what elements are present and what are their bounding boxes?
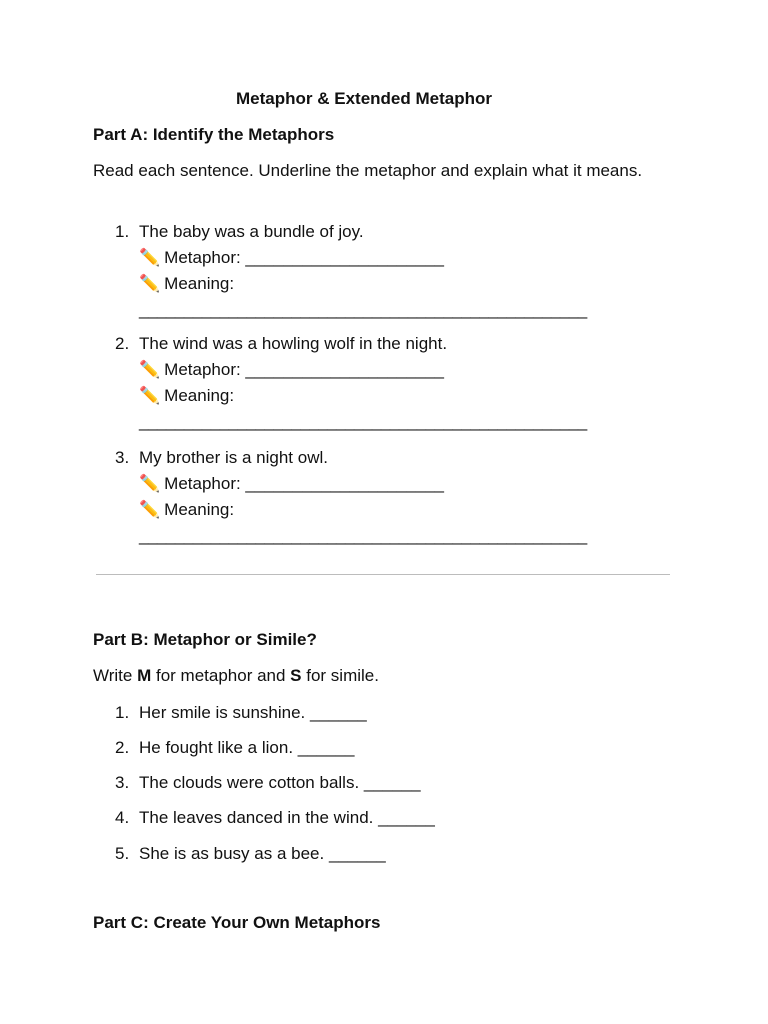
part-a-item-3: [115, 445, 635, 549]
part-c-heading: Part C: Create Your Own Metaphors: [93, 913, 381, 932]
item-number: 5.: [115, 844, 130, 863]
pencil-icon: ✏️: [139, 274, 161, 293]
item-sentence: The leaves danced in the wind. ______: [139, 808, 435, 827]
item-sentence: She is as busy as a bee. ______: [139, 844, 386, 863]
item-sentence: The baby was a bundle of joy.: [139, 222, 364, 241]
part-a-item-2: [115, 331, 635, 435]
part-b-heading: Part B: Metaphor or Simile?: [93, 630, 317, 649]
part-a-item-1: [115, 219, 635, 323]
part-b-instructions: [93, 663, 653, 689]
meaning-blank: __________________________________________________: [139, 300, 587, 319]
instr-s: S: [290, 666, 302, 685]
document-title: Metaphor & Extended Metaphor: [236, 89, 492, 108]
item-number: 3.: [115, 773, 130, 792]
item-number: 1.: [115, 703, 130, 722]
item-number: 1.: [115, 222, 130, 241]
item-sentence: The wind was a howling wolf in the night.: [139, 334, 448, 353]
item-number: 2.: [115, 738, 130, 757]
instr-m: M: [137, 666, 152, 685]
meaning-label: Meaning:: [164, 386, 235, 405]
item-number: 3.: [115, 448, 130, 467]
meaning-blank: __________________________________________________: [139, 412, 587, 431]
pencil-icon: ✏️: [139, 500, 161, 519]
pencil-icon: ✏️: [139, 248, 161, 267]
item-number: 2.: [115, 334, 130, 353]
part-a-instructions: Read each sentence. Underline the metaphor and explain what it means.: [93, 161, 643, 180]
item-sentence: He fought like a lion. ______: [139, 738, 355, 757]
metaphor-blank: Metaphor: _____________________: [164, 360, 444, 379]
pencil-icon: ✏️: [139, 474, 161, 493]
pencil-icon: ✏️: [139, 360, 161, 379]
meaning-blank: __________________________________________________: [139, 526, 587, 545]
item-sentence: My brother is a night owl.: [139, 448, 328, 467]
instr-text: for metaphor and: [151, 666, 291, 685]
part-a-heading: Part A: Identify the Metaphors: [93, 125, 335, 144]
part-b-item-1: [115, 700, 367, 726]
part-b-item-5: [115, 841, 386, 867]
instr-text: for simile.: [301, 666, 379, 685]
item-number: 4.: [115, 808, 130, 827]
item-sentence: The clouds were cotton balls. ______: [139, 773, 421, 792]
part-b-item-4: [115, 805, 435, 831]
part-b-item-3: [115, 770, 421, 796]
meaning-label: Meaning:: [164, 500, 235, 519]
metaphor-blank: Metaphor: _____________________: [164, 248, 444, 267]
metaphor-blank: Metaphor: _____________________: [164, 474, 444, 493]
pencil-icon: ✏️: [139, 386, 161, 405]
section-divider: [96, 574, 670, 575]
part-b-item-2: [115, 735, 355, 761]
meaning-label: Meaning:: [164, 274, 235, 293]
instr-text: Write: [93, 666, 138, 685]
item-sentence: Her smile is sunshine. ______: [139, 703, 367, 722]
